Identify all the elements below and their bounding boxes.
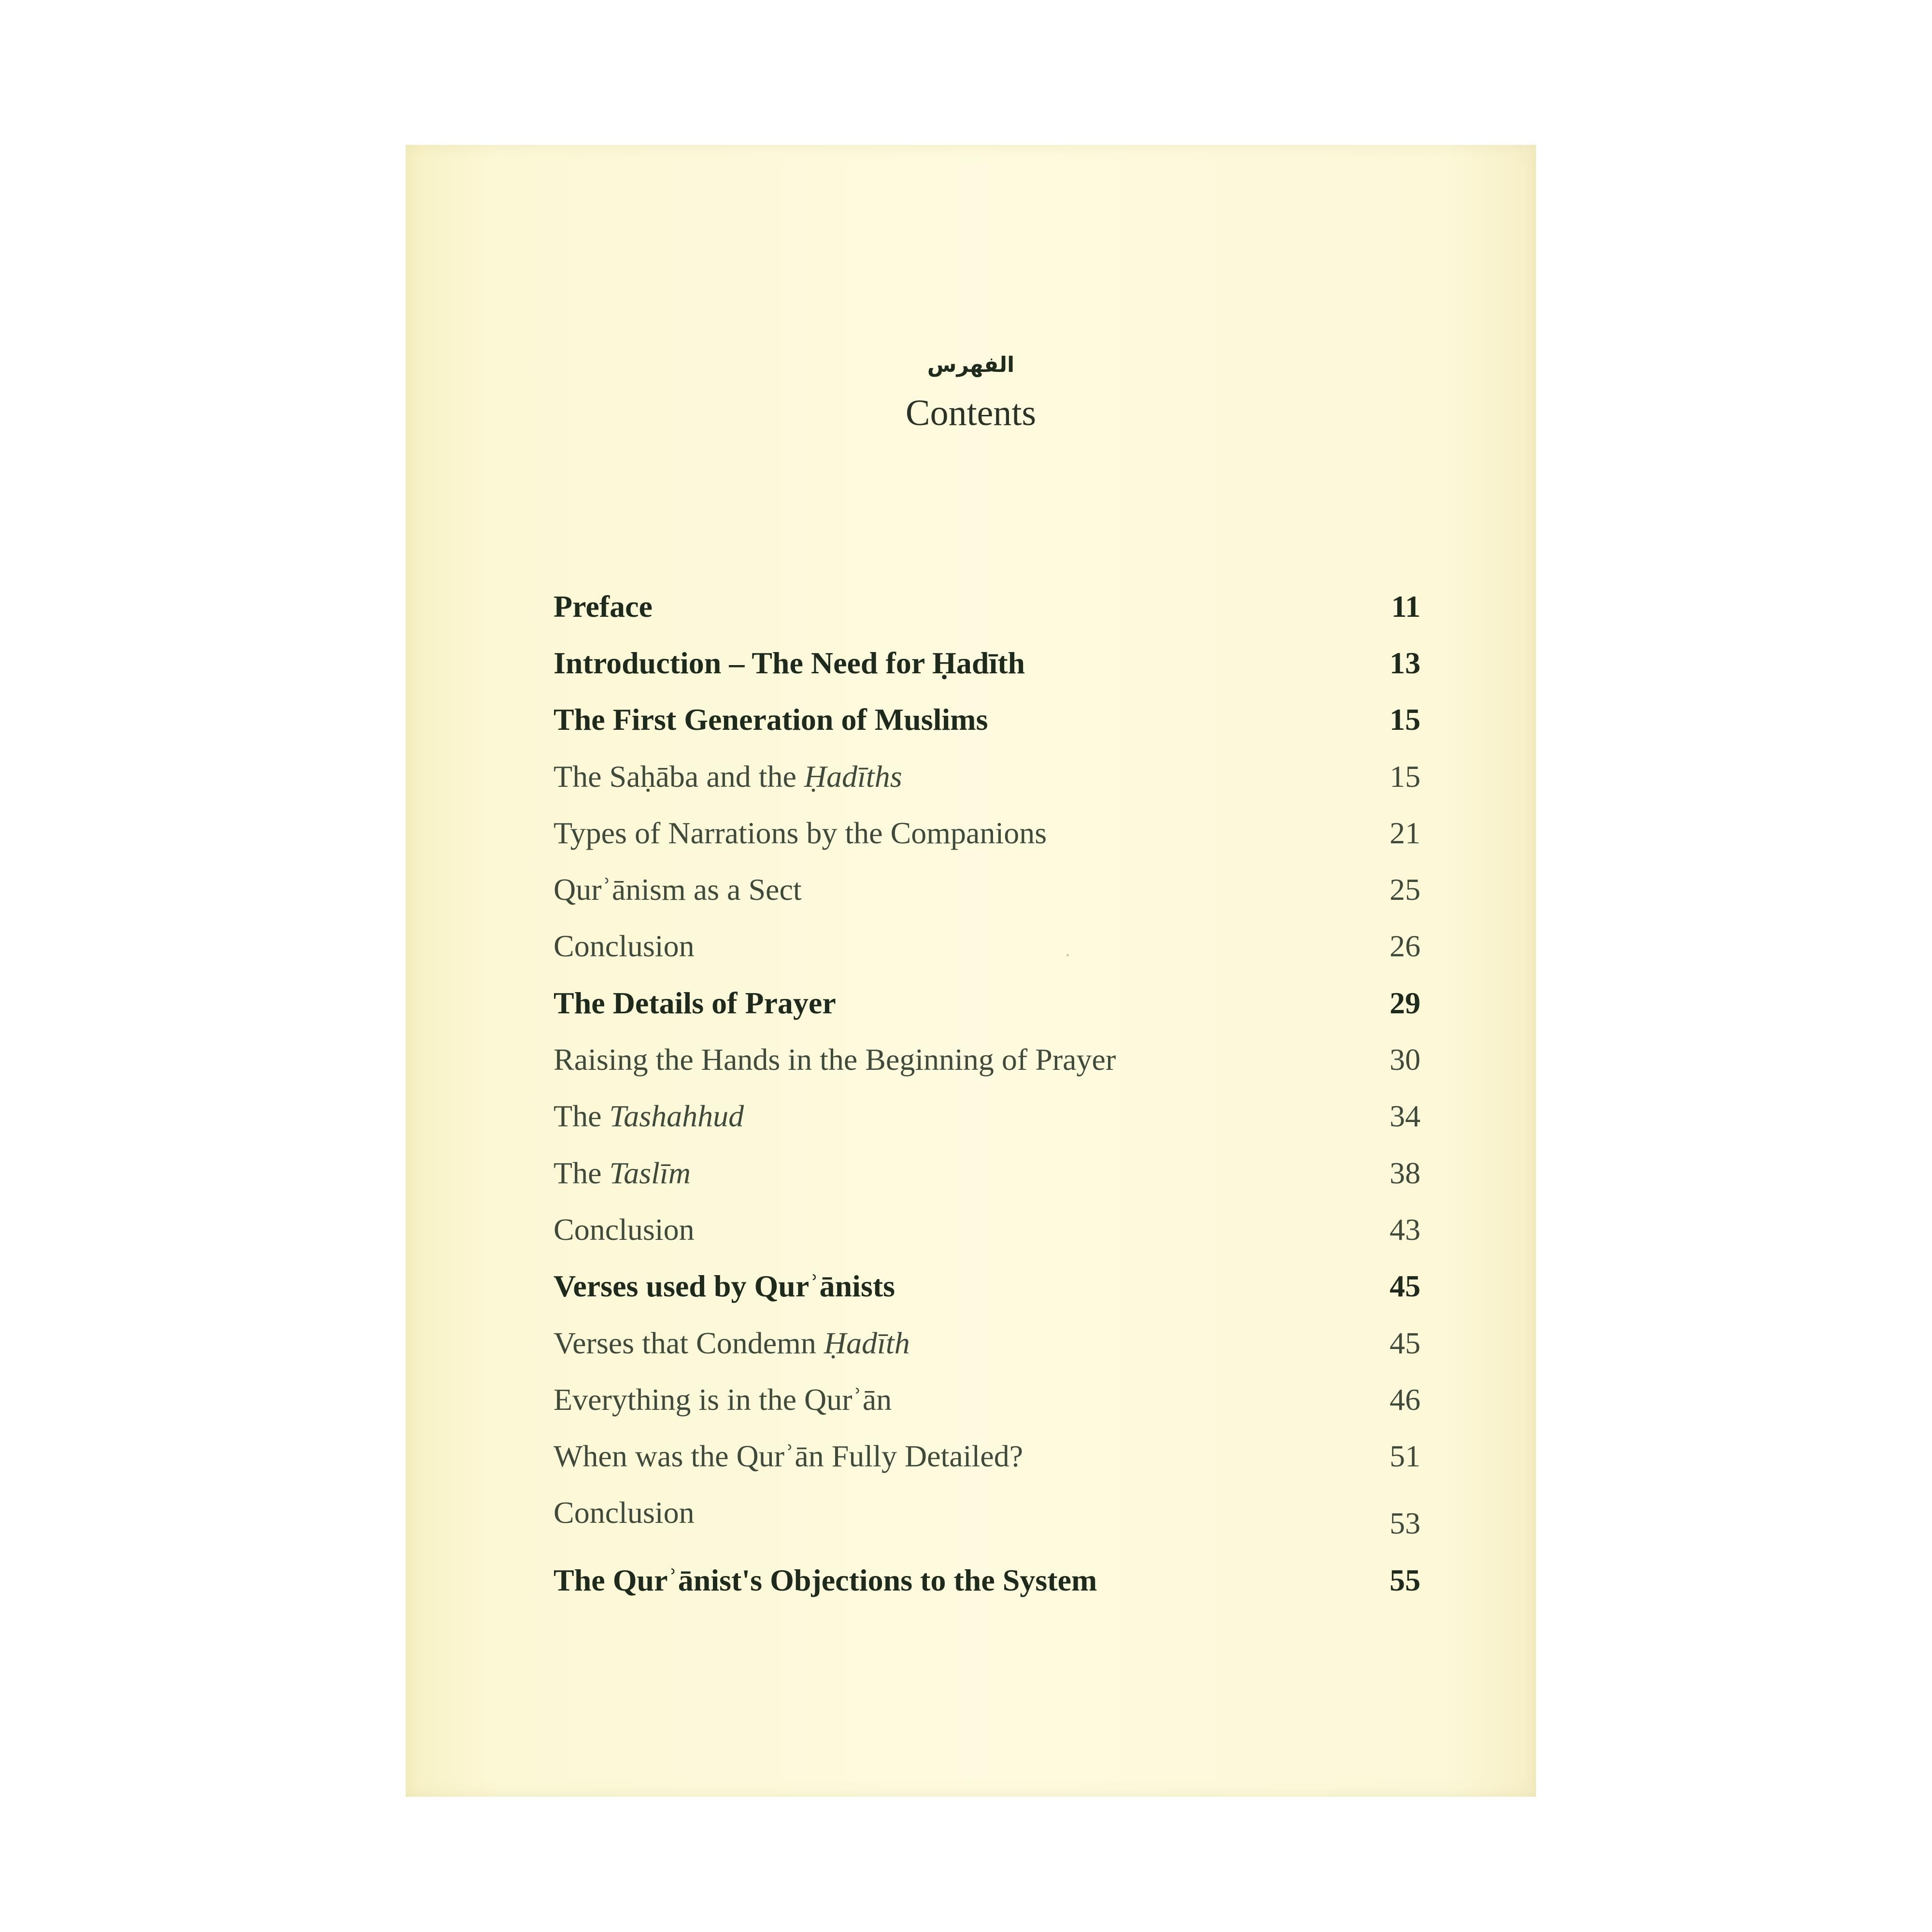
toc-entry-verses-used bbox=[554, 1258, 1421, 1315]
toc-entry-page: 53 bbox=[1390, 1506, 1421, 1541]
toc-entry-page: 15 bbox=[1390, 759, 1421, 794]
toc-entry-page: 55 bbox=[1390, 1563, 1421, 1597]
toc-entry-title: Conclusion bbox=[554, 1495, 695, 1530]
toc-entry-title: Types of Narrations by the Companions bbox=[554, 815, 1047, 850]
toc-entry-page: 13 bbox=[1390, 645, 1421, 680]
toc-entry-title: Introduction – The Need for Ḥadīth bbox=[554, 645, 1025, 680]
toc-entry-objections bbox=[554, 1552, 1421, 1608]
paper-speck bbox=[1066, 954, 1069, 956]
toc-entry-title: Verses that Condemn Ḥadīth bbox=[554, 1325, 910, 1360]
toc-entry-conclusion-1 bbox=[554, 918, 1421, 975]
toc-entry-verses-condemn bbox=[554, 1315, 1421, 1371]
toc-entry-title: Qurʾānism as a Sect bbox=[554, 872, 802, 907]
toc-entry-quranism-sect bbox=[554, 861, 1421, 918]
contents-heading-arabic: الفهرس bbox=[927, 353, 1015, 377]
toc-entry-title: Raising the Hands in the Beginning of Prayer bbox=[554, 1042, 1116, 1077]
toc-entry-tashahhud bbox=[554, 1088, 1421, 1145]
toc-entry-page: 11 bbox=[1391, 589, 1421, 624]
toc-entry-conclusion-3 bbox=[554, 1485, 1421, 1541]
toc-entry-page: 21 bbox=[1390, 815, 1421, 850]
toc-entry-title: Conclusion bbox=[554, 929, 695, 964]
table-of-contents bbox=[554, 578, 1421, 1608]
toc-entry-page: 34 bbox=[1390, 1099, 1421, 1134]
toc-entry-page: 43 bbox=[1390, 1212, 1421, 1247]
contents-heading: Contents bbox=[905, 393, 1037, 433]
toc-entry-details-of-prayer bbox=[554, 975, 1421, 1031]
toc-entry-page: 45 bbox=[1390, 1269, 1421, 1304]
toc-entry-title: The Tashahhud bbox=[554, 1099, 744, 1134]
toc-entry-title: The Taslīm bbox=[554, 1155, 691, 1190]
toc-entry-raising-hands bbox=[554, 1031, 1421, 1088]
toc-entry-first-generation bbox=[554, 692, 1421, 748]
toc-entry-title: The Qurʾānist's Objections to the System bbox=[554, 1563, 1097, 1597]
toc-entry-page: 25 bbox=[1390, 872, 1421, 907]
toc-entry-page: 51 bbox=[1390, 1439, 1421, 1474]
toc-entry-title: Everything is in the Qurʾān bbox=[554, 1382, 892, 1417]
toc-entry-types-of-narrations bbox=[554, 805, 1421, 861]
toc-entry-page: 38 bbox=[1390, 1155, 1421, 1190]
toc-entry-sahaba bbox=[554, 748, 1421, 805]
toc-entry-title: Conclusion bbox=[554, 1212, 695, 1247]
toc-entry-fully-detailed bbox=[554, 1428, 1421, 1484]
toc-entry-title: Preface bbox=[554, 589, 653, 624]
toc-entry-title: Verses used by Qurʾānists bbox=[554, 1269, 895, 1304]
toc-entry-preface bbox=[554, 578, 1421, 635]
toc-entry-title: The Saḥāba and the Ḥadīths bbox=[554, 759, 902, 794]
toc-entry-everything-in-quran bbox=[554, 1371, 1421, 1428]
toc-entry-taslim bbox=[554, 1145, 1421, 1201]
toc-entry-page: 15 bbox=[1390, 702, 1421, 737]
toc-entry-introduction bbox=[554, 635, 1421, 691]
toc-entry-page: 26 bbox=[1390, 929, 1421, 964]
toc-entry-page: 45 bbox=[1390, 1325, 1421, 1360]
toc-entry-page: 46 bbox=[1390, 1382, 1421, 1417]
toc-entry-title: When was the Qurʾān Fully Detailed? bbox=[554, 1439, 1023, 1474]
toc-entry-conclusion-2 bbox=[554, 1201, 1421, 1258]
toc-entry-page: 29 bbox=[1390, 985, 1421, 1020]
toc-entry-title: The Details of Prayer bbox=[554, 985, 836, 1020]
toc-entry-title: The First Generation of Muslims bbox=[554, 702, 988, 737]
book-page bbox=[406, 145, 1536, 1797]
toc-entry-page: 30 bbox=[1390, 1042, 1421, 1077]
